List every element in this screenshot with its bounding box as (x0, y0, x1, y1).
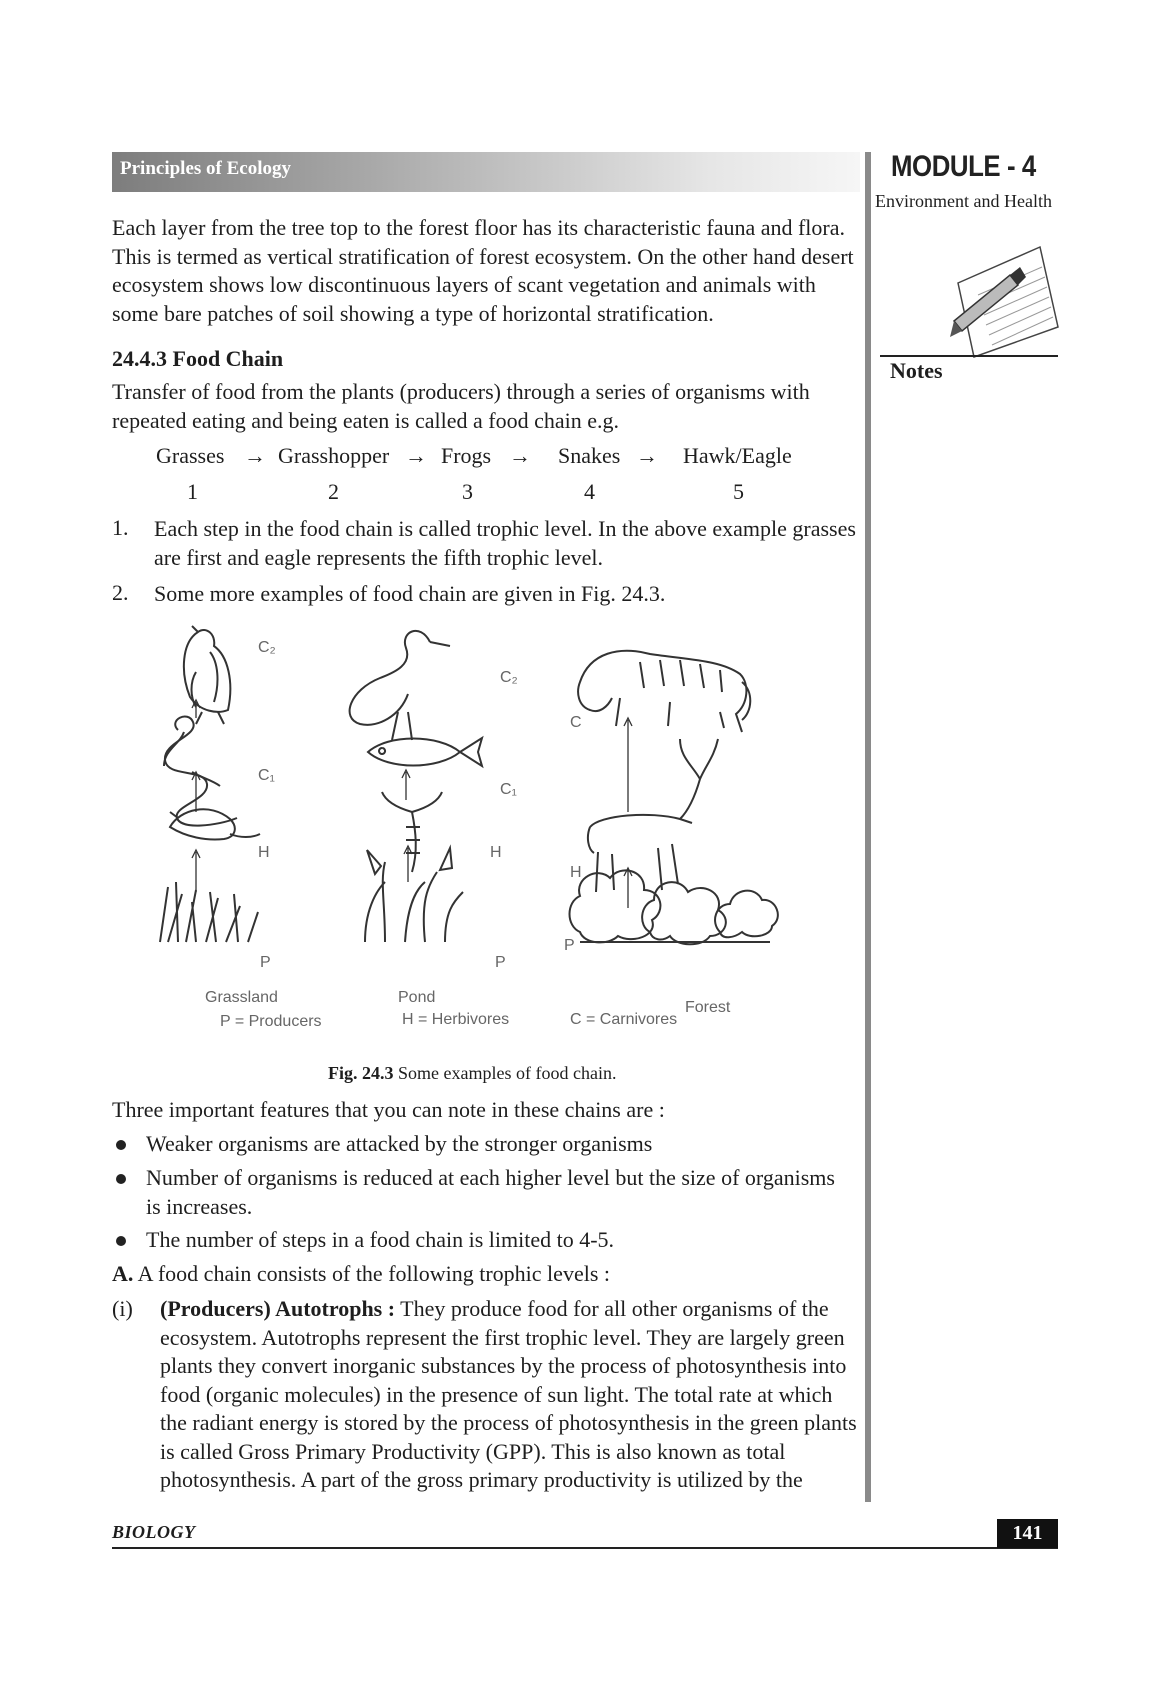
chain-arrow: → (636, 443, 658, 468)
chain-item: Grasshopper (278, 443, 390, 468)
intro-line: ecosystem shows low discontinuous layers of scant vegetation and animals with (112, 272, 816, 297)
trophic-number: 5 (733, 479, 744, 504)
producers-title: (Producers) Autotrophs : (160, 1296, 396, 1321)
intro-line: Each layer from the tree top to the forest floor has its characteristic fauna and flora. (112, 215, 846, 240)
level-label: P (495, 954, 506, 971)
bullet-icon (116, 1236, 126, 1246)
notes-label: Notes (890, 358, 943, 383)
habitat-label: Pond (398, 989, 436, 1006)
trophic-heading (112, 1260, 610, 1289)
bullet-icon (116, 1140, 126, 1150)
tiger-drawing (578, 651, 750, 732)
food-chain-figure (150, 612, 800, 1032)
legend-item: P = Producers (220, 1013, 322, 1030)
footer-rule (112, 1547, 1058, 1549)
feature-line: is increases. (146, 1193, 253, 1219)
figure-caption-label: Fig. 24.3 (328, 1063, 394, 1083)
point-line: Some more examples of food chain are given in Fig. 24.3. (154, 581, 666, 606)
feature-item (146, 1226, 857, 1255)
level-label: C₁ (500, 781, 517, 798)
features-intro: Three important features that you can note in these chains are : (112, 1097, 665, 1122)
chain-item: Grasses (156, 443, 225, 468)
food-chain-example (0, 443, 860, 473)
producers-line: plants they convert inorganic substances by the process of photosynthesis into (160, 1353, 847, 1378)
deer-drawing (588, 739, 718, 892)
chain-arrow: → (244, 443, 266, 468)
level-label: C₂ (500, 669, 518, 686)
section-header-bar (112, 152, 860, 192)
level-label: C₂ (258, 639, 276, 656)
module-title: MODULE - 4 (891, 150, 1036, 183)
habitat-label: Grassland (205, 989, 278, 1006)
trophic-number: 3 (462, 479, 473, 504)
level-label: H (258, 844, 270, 861)
feature-line: Number of organisms is reduced at each higher level but the size of organisms (146, 1165, 835, 1190)
level-label: H (490, 844, 502, 861)
definition-line: Transfer of food from the plants (producers) through a series of organisms with (112, 379, 810, 404)
intro-line: This is termed as vertical stratification of forest ecosystem. On the other hand desert (112, 243, 854, 269)
chain-item: Hawk/Eagle (683, 443, 792, 468)
figure-caption-text: Some examples of food chain. (393, 1063, 617, 1083)
intro-line: some bare patches of soil showing a type of horizontal stratification. (112, 300, 714, 326)
chain-arrow: → (405, 443, 427, 468)
feature-item (146, 1164, 857, 1221)
trophic-numbers (0, 479, 860, 509)
point-number: 2. (112, 580, 129, 605)
notes-pencil-icon (948, 245, 1060, 363)
chain-item: Snakes (558, 443, 621, 468)
producers-number: (i) (112, 1296, 133, 1321)
feature-item (146, 1130, 857, 1159)
section-heading: 24.4.3 Food Chain (112, 346, 284, 371)
feature-line: Weaker organisms are attacked by the stronger organisms (146, 1131, 653, 1156)
point-text (154, 515, 857, 572)
point-number: 1. (112, 515, 129, 540)
intro-paragraph (112, 214, 857, 328)
heron-drawing (350, 631, 450, 740)
trophic-heading-label: A. (112, 1261, 134, 1286)
habitat-label: Forest (685, 999, 731, 1016)
bullet-icon (116, 1174, 126, 1184)
notes-rule (880, 355, 1058, 357)
producers-line: food (organic molecules) in the presence of sun light. The total rate at which (160, 1381, 833, 1407)
shrimp-drawing (382, 792, 442, 872)
producers-line: the radiant energy is stored by the process of photosynthesis in the green plants (160, 1410, 857, 1435)
level-label: P (564, 937, 575, 954)
section-title: Principles of Ecology (120, 158, 291, 179)
level-label: C (570, 714, 582, 731)
point-line: Each step in the food chain is called trophic level. In the above example grasses (154, 516, 856, 541)
point-text (154, 580, 857, 609)
margin-divider (865, 152, 871, 1502)
point-line: are first and eagle represents the fifth trophic level. (154, 544, 603, 570)
producers-line: is called Gross Primary Productivity (GPP). This is also known as total (160, 1438, 786, 1464)
forest-trees-drawing (570, 870, 778, 944)
legend-item: H = Herbivores (402, 1011, 510, 1028)
grass-drawing (160, 882, 258, 942)
definition-line: repeated eating and being eaten is called a food chain e.g. (112, 407, 619, 433)
eagle-drawing (184, 626, 230, 724)
figure-caption (328, 1063, 616, 1084)
fish-drawing (368, 738, 482, 766)
chain-item: Frogs (441, 443, 492, 468)
footer-subject: BIOLOGY (112, 1522, 196, 1542)
level-label: H (570, 864, 582, 881)
level-label: P (260, 954, 271, 971)
trophic-number: 1 (187, 479, 198, 504)
chain-arrow: → (509, 443, 531, 468)
trophic-number: 4 (584, 479, 595, 504)
trophic-number: 2 (328, 479, 339, 504)
producers-line: ecosystem. Autotrophs represent the first trophic level. They are largely green (160, 1324, 845, 1350)
level-label: C₁ (258, 767, 275, 784)
legend-item: C = Carnivores (570, 1011, 678, 1028)
feature-line: The number of steps in a food chain is limited to 4-5. (146, 1227, 615, 1252)
page-number: 141 (997, 1519, 1058, 1548)
definition-paragraph (112, 378, 857, 435)
producers-first-line: They produce food for all other organisms of the (395, 1296, 829, 1321)
producers-paragraph (160, 1295, 857, 1495)
producers-line: photosynthesis. A part of the gross primary productivity is utilized by the (160, 1467, 803, 1492)
trophic-heading-text: A food chain consists of the following trophic levels : (133, 1261, 610, 1286)
module-subtitle: Environment and Health (875, 191, 1052, 211)
